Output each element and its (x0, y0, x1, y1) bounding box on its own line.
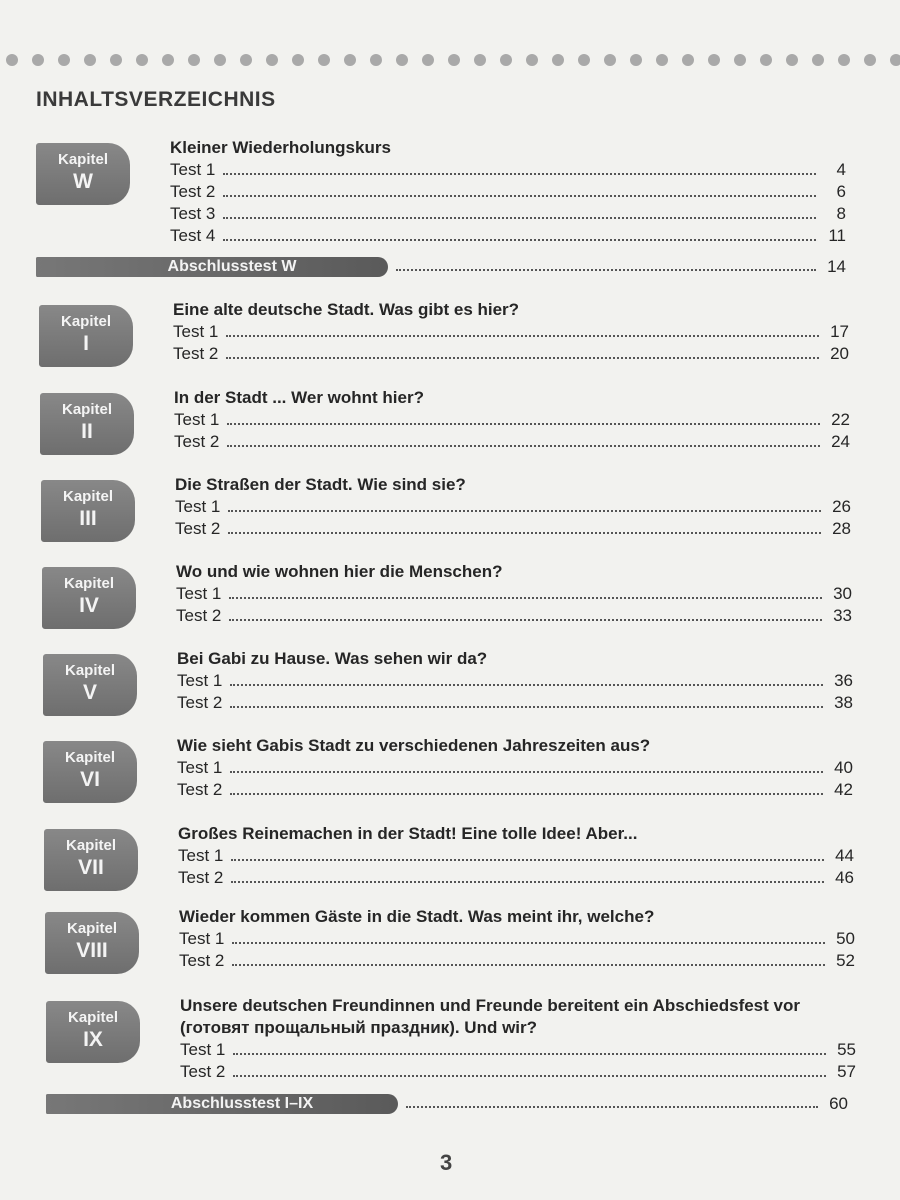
toc-entry[interactable] (170, 181, 846, 203)
dot-leader (230, 793, 823, 795)
entry-page: 26 (832, 497, 851, 516)
entry-page: 33 (833, 606, 852, 625)
entry-page: 22 (831, 410, 850, 429)
toc-entry[interactable] (177, 757, 853, 779)
dot-leader (233, 1053, 826, 1055)
dot-leader (230, 771, 823, 773)
entry-label: Test 2 (178, 868, 224, 887)
entry-label: Test 1 (179, 929, 225, 948)
chapter-tag-number: V (82, 681, 97, 704)
entry-label: Test 3 (170, 204, 216, 223)
toc-entry[interactable] (173, 321, 849, 343)
dot-leader (223, 195, 816, 197)
entry-page: 30 (833, 584, 852, 603)
chapter-tag-number: I (83, 332, 89, 355)
chapter-tag (44, 829, 138, 891)
entry-label: Test 1 (178, 846, 224, 865)
dot-leader (223, 239, 816, 241)
chapter-title[interactable]: Eine alte deutsche Stadt. Was gibt es hier? (173, 300, 520, 319)
entry-page: 36 (834, 671, 853, 690)
toc-entry[interactable] (173, 343, 849, 365)
dot-leader (228, 510, 821, 512)
entry-label: Test 1 (180, 1040, 226, 1059)
entry-page: 11 (828, 226, 846, 245)
entry-page: 20 (830, 344, 849, 363)
entry-page: 14 (827, 257, 846, 276)
entry-page: 17 (830, 322, 849, 341)
chapter-title[interactable]: Wieder kommen Gäste in die Stadt. Was meint ihr, welche? (179, 907, 655, 926)
dot-leader (230, 706, 823, 708)
chapter-tag (43, 741, 137, 803)
chapter-tag (45, 912, 139, 974)
chapter-tag-label: Kapitel (67, 1009, 118, 1026)
final-test-banner (36, 257, 388, 277)
entry-label: Test 2 (170, 182, 216, 201)
entry-label: Test 2 (173, 344, 219, 363)
entry-label: Test 2 (174, 432, 220, 451)
entry-page: 52 (836, 951, 855, 970)
chapter-tag-number: III (79, 507, 97, 530)
dot-leader (232, 964, 825, 966)
chapter-tag (42, 567, 136, 629)
entry-page: 46 (835, 868, 854, 887)
chapter-tag-label: Kapitel (64, 662, 115, 679)
chapter-tag (36, 143, 130, 205)
dot-leader (227, 423, 820, 425)
entry-page: 24 (831, 432, 850, 451)
toc-entry[interactable] (170, 225, 846, 247)
entry-page: 40 (834, 758, 853, 777)
chapter-title[interactable]: Wie sieht Gabis Stadt zu verschiedenen Jahreszeiten aus? (177, 736, 651, 755)
dot-leader (226, 335, 819, 337)
entry-page: 38 (834, 693, 853, 712)
final-test-entry[interactable] (46, 1094, 848, 1114)
entry-page: 4 (836, 160, 846, 179)
chapter-tag-label: Kapitel (57, 151, 108, 168)
dot-leader (233, 1075, 826, 1077)
dot-leader (226, 357, 819, 359)
entry-page: 6 (836, 182, 846, 201)
toc-entry[interactable] (174, 431, 850, 453)
dot-leader (231, 859, 824, 861)
dot-leader (232, 942, 825, 944)
chapter-tag-label: Kapitel (64, 749, 115, 766)
entry-page: 50 (836, 929, 855, 948)
toc-entry[interactable] (179, 928, 855, 950)
chapter-title[interactable]: Bei Gabi zu Hause. Was sehen wir da? (177, 649, 488, 668)
page-title: INHALTSVERZEICHNIS (36, 88, 276, 111)
chapter-tag-label: Kapitel (61, 401, 112, 418)
entry-page: 55 (837, 1040, 856, 1059)
entry-label: Test 1 (175, 497, 221, 516)
dot-leader (228, 532, 821, 534)
chapter-tag-number: IX (83, 1028, 103, 1051)
chapter-tag-number: II (81, 420, 93, 443)
dot-leader (396, 269, 816, 271)
toc-entry[interactable] (179, 950, 855, 972)
chapter-tag-label: Kapitel (63, 575, 114, 592)
entry-label: Test 1 (173, 322, 219, 341)
chapter-tag (39, 305, 133, 367)
final-test-entry[interactable] (36, 257, 846, 277)
chapter-tag (41, 480, 135, 542)
toc-entry[interactable] (177, 779, 853, 801)
toc-entry[interactable] (176, 605, 852, 627)
chapter-title[interactable]: Die Straßen der Stadt. Wie sind sie? (175, 475, 466, 494)
entry-label: Test 2 (176, 606, 222, 625)
final-test-label: Abschlusstest I–IX (170, 1095, 314, 1112)
chapter-tag-number: W (73, 170, 93, 193)
entry-label: Test 2 (177, 693, 223, 712)
dot-leader (230, 684, 823, 686)
dot-leader (227, 445, 820, 447)
final-test-label: Abschlusstest W (167, 258, 297, 275)
entry-label: Test 2 (179, 951, 225, 970)
chapter-tag (46, 1001, 140, 1063)
entry-label: Test 1 (177, 671, 223, 690)
dot-leader (223, 217, 816, 219)
chapter-tag-label: Kapitel (65, 837, 116, 854)
toc-entry[interactable] (177, 670, 853, 692)
chapter-title[interactable]: Kleiner Wiederholungskurs (170, 138, 391, 157)
chapter-tag-number: VIII (76, 939, 108, 962)
chapter-title[interactable]: Unsere deutschen Freundinnen und Freunde bereitent ein Abschiedsfest vor (готовят прощальный праздник). Und wir? (180, 996, 800, 1037)
entry-page: 42 (834, 780, 853, 799)
toc-entry[interactable] (170, 203, 846, 225)
entry-label: Test 1 (174, 410, 220, 429)
entry-label: Test 2 (177, 780, 223, 799)
chapter-tag-label: Kapitel (60, 313, 111, 330)
toc-entry[interactable] (180, 1039, 856, 1061)
entry-page: 57 (837, 1062, 856, 1081)
dot-leader (223, 173, 816, 175)
chapter-tag-label: Kapitel (62, 488, 113, 505)
toc-entry[interactable] (170, 159, 846, 181)
entry-label: Test 1 (170, 160, 216, 179)
entry-label: Test 4 (170, 226, 216, 245)
entry-page: 8 (836, 204, 846, 223)
entry-label: Test 1 (176, 584, 222, 603)
chapter-title[interactable]: Wo und wie wohnen hier die Menschen? (176, 562, 503, 581)
dot-leader (229, 619, 822, 621)
toc-entry[interactable] (174, 409, 850, 431)
toc-entry[interactable] (177, 692, 853, 714)
entry-page: 44 (835, 846, 854, 865)
toc-entry[interactable] (180, 1061, 856, 1083)
chapter-title[interactable]: In der Stadt ... Wer wohnt hier? (174, 388, 424, 407)
chapter-tag-label: Kapitel (66, 920, 117, 937)
toc-entry[interactable] (178, 845, 854, 867)
chapter-tag (43, 654, 137, 716)
entry-page: 60 (829, 1094, 848, 1113)
entry-label: Test 1 (177, 758, 223, 777)
toc-entry[interactable] (176, 583, 852, 605)
final-test-banner (46, 1094, 398, 1114)
chapter-tag-number: VII (78, 856, 104, 879)
dot-leader (406, 1106, 818, 1108)
chapter-tag (40, 393, 134, 455)
dot-leader (231, 881, 824, 883)
entry-label: Test 2 (175, 519, 221, 538)
toc-entry[interactable] (175, 496, 851, 518)
entry-label: Test 2 (180, 1062, 226, 1081)
decorative-dot-row (0, 54, 900, 70)
chapter-tag-number: IV (79, 594, 99, 617)
entry-page: 28 (832, 519, 851, 538)
toc-entry[interactable] (175, 518, 851, 540)
chapter-tag-number: VI (80, 768, 100, 791)
toc-entry[interactable] (178, 867, 854, 889)
dot-leader (229, 597, 822, 599)
page-number: 3 (440, 1150, 453, 1175)
chapter-title[interactable]: Großes Reinemachen in der Stadt! Eine tolle Idee! Aber... (178, 824, 638, 843)
